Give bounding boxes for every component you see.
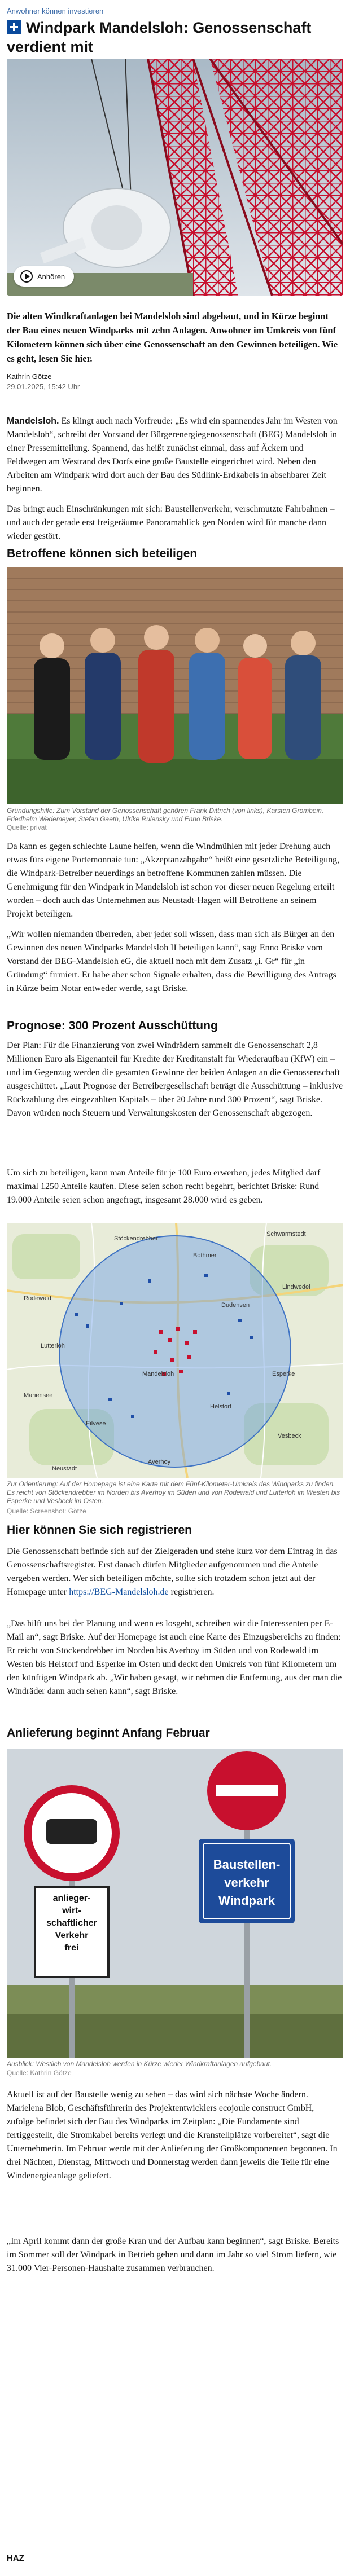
body-paragraph-5: Der Plan: Für die Finanzierung von zwei Windrädern sammelt die Genossenschaft 2,8 Millionen Euro als Eigenanteil für Kredite der Kreditanstalt für Wiederaufbau (KfW) ein – und im Gegenzug werden die gesamten Gewinne der beiden Anlagen an die Genossenschaft ausgeschüttet. „Laut Prognose der Betreibergesellschaft beträgt die Ausschüttung – inklusive Rückzahlung des eingezahlten Kapitals – über 20 Jahre rund 300 Prozent“, sagt Briske. Davon würden noch Steuern und Verwaltungskosten der Genossenschaft abgezogen. <box>7 1041 343 1118</box>
dateline: Mandelsloh. <box>7 416 59 426</box>
play-icon <box>20 270 33 283</box>
sign-text-baustelle <box>205 1856 288 1910</box>
map-label: Neustadt <box>52 1465 77 1472</box>
map-label: Schwarmstedt <box>266 1231 306 1238</box>
body-paragraph-7-end: registrieren. <box>168 1587 215 1597</box>
map-label: Mariensee <box>24 1392 53 1399</box>
map-label: Lindwedel <box>282 1284 310 1291</box>
photo-source-1: Quelle: privat <box>7 824 47 831</box>
map-label: Helstorf <box>210 1403 231 1410</box>
map-source: Quelle: Screenshot: Götze <box>7 1507 86 1515</box>
crane-illustration <box>7 59 343 296</box>
subheading-1: Betroffene können sich beteiligen <box>7 547 198 560</box>
author-name[interactable]: Kathrin Götze <box>7 372 52 381</box>
map-label: Averhoy <box>148 1459 171 1465</box>
publisher-brand: HAZ <box>7 2553 24 2563</box>
sign-text-anlieger <box>37 1892 106 1954</box>
article-headline <box>7 18 340 56</box>
registration-link[interactable]: https://BEG-Mandelsloh.de <box>69 1587 169 1597</box>
article-teaser: Die alten Windkraftanlagen bei Mandelsloh sind abgebaut, und in Kürze beginnt der Bau eines neuen Windparks mit zehn Anlagen. Anwohner im Umkreis von fünf Kilometern können sich über eine Genossenschaft an den Gewinnen beteiligen. Wie es geht, lesen Sie hier. <box>7 311 338 364</box>
body-paragraph-3: Da kann es gegen schlechte Laune helfen, wenn die Windmühlen mit jeder Drehung auch etwas fürs eigene Portemonnaie tun: „Akzeptanzabgabe“ heißt eine gesetzliche Beteiligung, die Windpark-Betreiber neuerdings an betroffene Kommunen zahlen müssen. Die Genehmigung für den Windpark in Mandelsloh ist schon vor dieser neuen Regelung erteilt worden – doch auch das Unternehmen aus Neustadt-Hagen will Betroffene an seinem Projekt beteiligen. <box>7 842 340 919</box>
body-paragraph-9: Aktuell ist auf der Baustelle wenig zu sehen – das wird sich nächste Woche ändern. Marielena Blob, Geschäftsführerin des Projektentwicklers ecojoule construct GmbH, zufolge befindet sich der Bau des Windparks im Zeitplan: „Die Fundamente sind fertiggestellt, die Stromkabel bereits verlegt und die Kranstellplätze vorbereitet“, sagt die Unternehmerin. Im Februar werde mit der Anlieferung der Großkomponenten begonnen. In drei Nächten, Dienstag, Mittwoch und Donnerstag werden dann jeweils die Teile für eine Windenergieanlage geliefert. <box>7 2090 338 2181</box>
sign-line: Baustellen- <box>213 1857 281 1872</box>
body-paragraph-1-text: Es klingt auch nach Vorfreude: „Es wird ein spannendes Jahr im Westen von Mandelsloh“, schreibt der Vorstand der Bürgerenergiegenossenschaft (BEG) Mandelsloh in einer Pressemitteilung. Spannend, das heißt zunächst einmal, dass auf Äckern und Feldwegen am Westrand des Dorfs eine große Baustelle eingerichtet wird. Neben den Arbeiten am Windpark wird dort auch der Bau des Südlink-Erdkabels in absehbarer Zeit beginnen. <box>7 416 338 494</box>
map-label: Rodewald <box>24 1295 51 1302</box>
body-paragraph-10: „Im April kommt dann der große Kran und der Aufbau kann beginnen“, sagt Briske. Bereits im Sommer soll der Windpark in Betrieb gehen und dann im Jahr so viel Strom liefern, wie 31.000 Vier-Personen-Haushalte zusammen verbrauchen. <box>7 2236 339 2273</box>
road-signs-photo <box>7 1749 343 2058</box>
map-label: Esperke <box>272 1371 295 1377</box>
map-label: Mandelsloh <box>142 1371 174 1377</box>
map-illustration <box>7 1223 343 1478</box>
sign-line: verkehr <box>224 1875 269 1890</box>
sign-line: anlieger- <box>53 1894 91 1903</box>
body-paragraph-6: Um sich zu beteiligen, kann man Anteile für je 100 Euro erwerben, jedes Mitglied darf maximal 1250 Anteile kaufen. Diese seien schon recht begehrt, berichtet Briske: Rund 19.000 Anteile seien schon angefragt, insgesamt 28.000 wird es geben. <box>7 1168 321 1205</box>
body-paragraph-8: „Das hilft uns bei der Planung und wenn es losgeht, schreiben wir die Interessenten per E-Mail an“, sagt Briske. Auf der Homepage ist auch eine Karte des Einzugsbereichs zu finden: Er reicht von Stöckendrebber im Norden bis Averhoy im Süden und von Rodewald im Westen bis Helstorf und Esperke im Osten und deckt den Umkreis von fünf Kilometern um den künftigen Windpark ab. „Wir haben gesagt, wir nehmen die Entfernung, aus der man die Windräder dann auch sehen kann“, sagt Briske. <box>7 1619 342 1696</box>
sign-line: frei <box>64 1943 79 1953</box>
map-label: Bothmer <box>193 1252 217 1259</box>
sign-line: Verkehr <box>55 1931 89 1940</box>
sign-line: Windpark <box>218 1894 275 1908</box>
map-caption: Zur Orientierung: Auf der Homepage ist eine Karte mit dem Fünf-Kilometer-Umkreis des Windparks zu finden. Es reicht von Stöckendrebber im Norden bis Averhoy im Süden und von Rodewald und Lutterloh im Westen bis Esperke und Vesbeck im Osten. <box>7 1480 340 1505</box>
listen-button[interactable] <box>14 266 74 287</box>
sign-line: wirt- <box>62 1906 81 1916</box>
headline-text: Windpark Mandelsloh: Genossenschaft verdient mit <box>7 19 312 55</box>
article-overline[interactable]: Anwohner können investieren <box>7 7 104 15</box>
subheading-4: Anlieferung beginnt Anfang Februar <box>7 1727 210 1740</box>
subheading-3: Hier können Sie sich registrieren <box>7 1523 192 1536</box>
plus-badge-icon <box>7 20 21 34</box>
map-label: Lutterloh <box>41 1342 65 1349</box>
body-paragraph-2: Das bringt auch Einschränkungen mit sich: Baustellenverkehr, verschmutzte Fahrbahnen – und auch der gerade erst freigeräumte Panoramablick gen Norden wird für manche dann wieder gestört. <box>7 504 335 541</box>
map-label: Eilvese <box>86 1420 106 1427</box>
body-paragraph-1 <box>7 415 343 496</box>
body-paragraph-7-text: Die Genossenschaft befinde sich auf der Zielgeraden und stehe kurz vor dem Eintrag in das Genossenschaftsregister. Erst danach dürfen Mitglieder aufgenommen und die Anteile vergeben werden. Wer sich beteiligen möchte, sollte sich trotzdem schon jetzt auf der Homepage unter <box>7 1547 338 1597</box>
photo-caption-1: Gründungshilfe: Zum Vorstand der Genossenschaft gehören Frank Dittrich (von links), Karsten Grombein, Friedhelm Wedemeyer, Stefan Gaeth, Ulrike Rulensky und Enno Briske. <box>7 807 324 823</box>
photo-caption-3: Ausblick: Westlich von Mandelsloh werden in Kürze wieder Windkraftanlagen aufgebaut. <box>7 2060 272 2068</box>
sign-line: schaftlicher <box>46 1918 97 1928</box>
listen-button-label: Anhören <box>37 272 65 281</box>
publish-date: 29.01.2025, 15:42 Uhr <box>7 382 80 391</box>
group-photo-illustration <box>7 567 343 804</box>
hero-image <box>7 59 343 296</box>
map-label: Stöckendrebber <box>114 1235 158 1242</box>
body-paragraph-7 <box>7 1545 343 1599</box>
map-label: Vesbeck <box>278 1433 301 1439</box>
subheading-2: Prognose: 300 Prozent Ausschüttung <box>7 1019 218 1032</box>
body-paragraph-4: „Wir wollen niemanden überreden, aber jeder soll wissen, dass man sich als Bürger an den Gewinnen des neuen Windparks Mandelsloh II beteiligen kann“, sagt Enno Briske vom Vorstand der BEG-Mandelsloh eG, die aktuell noch mit dem Zusatz „i. Gr“ für „in Gründung“ firmiert. Er habe aber schon Signale erhalten, dass die Bewilligung des Antrags in Kürze beim Notar entweder werde, sagt Briske. <box>7 930 336 993</box>
group-photo <box>7 567 343 804</box>
map-label: Dudensen <box>221 1302 250 1309</box>
catchment-map <box>7 1223 343 1478</box>
photo-source-3: Quelle: Kathrin Götze <box>7 2069 72 2077</box>
